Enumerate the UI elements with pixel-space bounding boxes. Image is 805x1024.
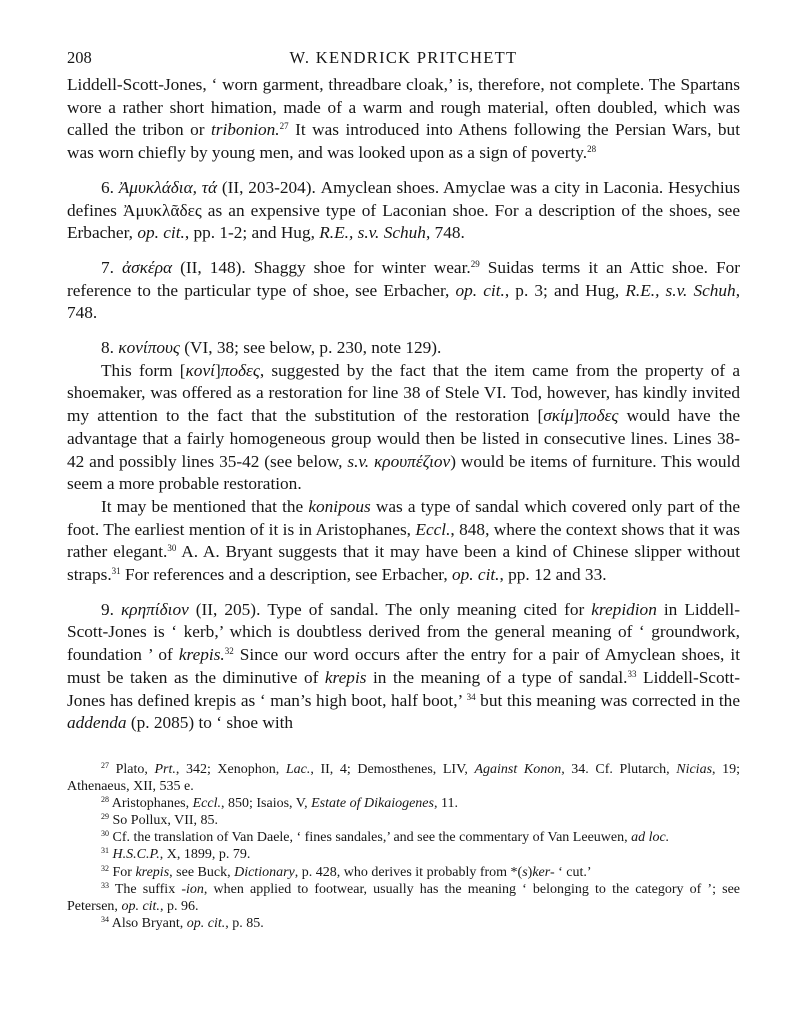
footnote-mark: 33 xyxy=(101,880,109,890)
text-span: , 19; Athenaeus, XII, 535 e. xyxy=(67,761,740,795)
text-span: , pp. 1-2; and Hug, xyxy=(184,223,320,243)
text-span: ] xyxy=(573,406,580,426)
entry-number: 9. xyxy=(101,599,121,619)
text-span: (II, 148). Shaggy shoe for winter wear. xyxy=(172,257,471,277)
text-span: Aristophanes, xyxy=(109,796,193,812)
greek-term: ποδες xyxy=(220,360,260,380)
greek-term: ἀσκέρα xyxy=(122,257,173,277)
page-header xyxy=(67,48,740,74)
text-span: Also Bryant, xyxy=(109,915,187,931)
footnote-30 xyxy=(67,829,740,846)
paragraph-konipous-sandal xyxy=(67,496,740,587)
text-span: ) would be items of furniture. This would seem a more probable restoration. xyxy=(67,451,740,494)
greek-term: Ἀμυκλᾶδες xyxy=(123,200,202,220)
text-span: , p. 3; and Hug, xyxy=(504,280,626,300)
text-span: ‘ cut.’ xyxy=(554,864,592,880)
italic-span: Eccl. xyxy=(192,796,221,812)
text-span: , p. 85. xyxy=(225,915,264,931)
text-span: Cf. the translation of Van Daele, ‘ fines sandales,’ and see the commentary of Van Leeuwen, xyxy=(109,830,632,846)
italic-span: Lac. xyxy=(285,761,311,777)
italic-span: op. cit. xyxy=(451,565,500,585)
italic-span: krepis. xyxy=(178,645,225,665)
text-span: was a type of sandal which covered only part of the foot. The earliest mention of it is in Aristophanes, xyxy=(67,496,741,539)
text-span: , when applied to footwear, usually has the meaning ‘ belonging to the category of ’; see Petersen, xyxy=(67,881,740,914)
footnote-28 xyxy=(67,795,740,812)
footnote-mark: 29 xyxy=(101,812,109,822)
footnotes xyxy=(67,761,740,932)
italic-span: s xyxy=(522,864,528,880)
entry-number: 8. xyxy=(101,338,119,358)
text-span: (II, 203-204). Amyclean shoes. Amyclae was a city in Laconia. Hesychius defines xyxy=(67,177,740,220)
italic-span: Prt. xyxy=(154,761,176,777)
entry-9-krepidion xyxy=(67,599,740,735)
text-span: For references and a description, see Erbacher, xyxy=(120,565,452,585)
footnote-ref[interactable]: 29 xyxy=(470,258,480,269)
footnote-ref[interactable]: 27 xyxy=(279,121,289,132)
text-span: , see Buck, xyxy=(169,864,235,880)
text-span: Liddell-Scott-Jones has defined krepis as ‘ man’s high boot, half boot,’ xyxy=(67,667,740,710)
text-span: This form [ xyxy=(101,360,186,380)
italic-span: Nicias xyxy=(676,761,713,777)
italic-span: op. cit. xyxy=(137,223,185,243)
text-span: , 34. Cf. Plutarch, xyxy=(561,761,677,777)
italic-span: Against Konon xyxy=(474,761,562,777)
italic-span: Eccl. xyxy=(415,519,451,539)
text-span: in Liddell-Scott-Jones is ‘ kerb,’ which is doubtless derived from the general meaning of ‘ groundwork, foundation ’ of xyxy=(67,599,740,665)
footnote-ref[interactable]: 28 xyxy=(587,144,597,155)
text-span: , 850; Isaios, V, xyxy=(220,796,312,812)
italic-span: op. cit. xyxy=(455,280,505,300)
text-span: So Pollux, VII, 85. xyxy=(109,813,219,829)
page-number: 208 xyxy=(67,48,92,67)
footnote-mark: 28 xyxy=(101,795,109,805)
footnote-ref[interactable]: 30 xyxy=(167,543,177,554)
italic-span: ad loc. xyxy=(631,830,670,846)
text-span: , 848, where the context shows that it was rather elegant. xyxy=(67,519,740,562)
italic-span: -ion xyxy=(181,881,204,897)
text-span: Plato, xyxy=(109,761,155,777)
text-span: (p. 2085) to ‘ shoe with xyxy=(126,713,294,733)
text-span: ) xyxy=(527,864,533,880)
main-text xyxy=(67,74,740,735)
italic-span: R.E., s.v. Schuh xyxy=(625,280,736,300)
text-span: would have the advantage that a fairly homogeneous group would then be listed in consecutive lines. Lines 38-42 and possibly lines 35-42 (see below, xyxy=(67,406,740,471)
italic-span: s.v. xyxy=(347,451,370,471)
greek-term: Ἀμυκλάδια, τά xyxy=(118,177,218,197)
text-span: The suffix xyxy=(109,881,182,897)
italic-span: Estate of Dikaiogenes xyxy=(311,796,434,812)
text-span: , 342; Xenophon, xyxy=(175,761,286,777)
footnote-mark: 34 xyxy=(101,914,109,924)
footnote-mark: 32 xyxy=(101,863,109,873)
footnote-mark: 31 xyxy=(101,846,109,856)
text-span: It may be mentioned that the xyxy=(101,496,309,516)
greek-term: κρουπέζιον xyxy=(374,451,451,471)
text-span: It was introduced into Athens following the Persian Wars, but was worn chiefly by young men, and was looked upon as a sign of poverty. xyxy=(67,120,740,163)
italic-span: krepidion xyxy=(591,599,657,619)
running-head: W. KENDRICK PRITCHETT xyxy=(289,48,518,67)
text-span: ] xyxy=(214,360,221,380)
entry-8-konipous xyxy=(67,337,740,360)
italic-span: krepis xyxy=(135,864,170,880)
footnote-mark: 30 xyxy=(101,829,109,839)
footnote-31 xyxy=(67,846,740,863)
footnote-32 xyxy=(67,864,740,881)
footnote-mark: 27 xyxy=(101,760,109,770)
italic-span: addenda xyxy=(67,713,127,733)
text-span: , p. 428, who derives it probably from *( xyxy=(294,864,523,880)
text-span: , II, 4; Demosthenes, LIV, xyxy=(310,761,475,777)
italic-span: konipous xyxy=(308,496,371,516)
italic-span: krepis xyxy=(324,667,367,687)
text-span: , 11. xyxy=(433,796,458,812)
text-span: , X, 1899, p. 79. xyxy=(159,847,251,863)
footnote-27 xyxy=(67,761,740,795)
entry-6-amykladia xyxy=(67,177,740,245)
text-span: , suggested by the fact that the item came from the property of a shoemaker, was offered as a restoration for line 38 of Stele VI. Tod, however, has kindly invited my attention to the fact that the substitution of the restoration [ xyxy=(67,360,740,426)
greek-term: κονίπους xyxy=(118,338,180,358)
footnote-ref[interactable]: 32 xyxy=(224,646,234,657)
italic-span: R.E., s.v. Schuh xyxy=(319,223,426,243)
text-span: Suidas terms it an Attic shoe. For reference to the particular type of shoe, see Erbacher, xyxy=(67,257,740,300)
page xyxy=(67,48,740,932)
footnote-33 xyxy=(67,881,740,915)
italic-span: ker- xyxy=(532,864,555,880)
text-span: Liddell-Scott-Jones, ‘ worn garment, threadbare cloak,’ is, therefore, not complete. The Spartans wore a rather short himation, made of a warm and rough material, often doubled, which was called the tribon or xyxy=(67,75,740,140)
greek-term: κονί xyxy=(185,360,215,380)
text-span: , 748. xyxy=(67,280,741,323)
text-span: but this meaning was corrected in the xyxy=(475,690,740,710)
italic-span: op. cit. xyxy=(121,898,160,914)
text-span: (VI, 38; see below, p. 230, note 129). xyxy=(179,338,442,358)
text-span: A. A. Bryant suggests that it may have been a kind of Chinese slipper without straps. xyxy=(67,542,740,585)
italic-span: H.S.C.P. xyxy=(109,847,160,863)
greek-term: κρηπίδιον xyxy=(120,599,189,619)
entry-number: 7. xyxy=(101,257,123,277)
footnote-ref[interactable]: 33 xyxy=(627,668,637,679)
italic-span: op. cit. xyxy=(186,915,226,931)
text-span: , p. 96. xyxy=(159,898,199,914)
entry-7-askera xyxy=(67,257,740,325)
greek-term: σκίμ xyxy=(543,406,574,426)
text-span: in the meaning of a type of sandal. xyxy=(366,667,628,687)
footnote-ref[interactable]: 31 xyxy=(111,566,121,577)
entry-number: 6. xyxy=(101,177,119,197)
footnote-29 xyxy=(67,812,740,829)
footnote-ref[interactable]: 34 xyxy=(466,691,476,702)
greek-term: ποδες xyxy=(579,406,619,426)
footnote-34 xyxy=(67,915,740,932)
paragraph-restoration xyxy=(67,360,740,496)
text-span: , pp. 12 and 33. xyxy=(499,565,607,585)
text-span: (II, 205). Type of sandal. The only meaning cited for xyxy=(188,599,592,619)
paragraph-tribon xyxy=(67,74,740,165)
italic-span: Dictionary xyxy=(234,864,295,880)
text-span: Since our word occurs after the entry for a pair of Amyclean shoes, it must be taken as the diminutive of xyxy=(67,645,740,687)
text-span: as an expensive type of Laconian shoe. For a description of the shoes, see Erbacher, xyxy=(67,200,740,243)
text-span: , 748. xyxy=(425,223,465,243)
text-span: For xyxy=(109,864,136,880)
italic-span: tribonion. xyxy=(210,120,280,140)
